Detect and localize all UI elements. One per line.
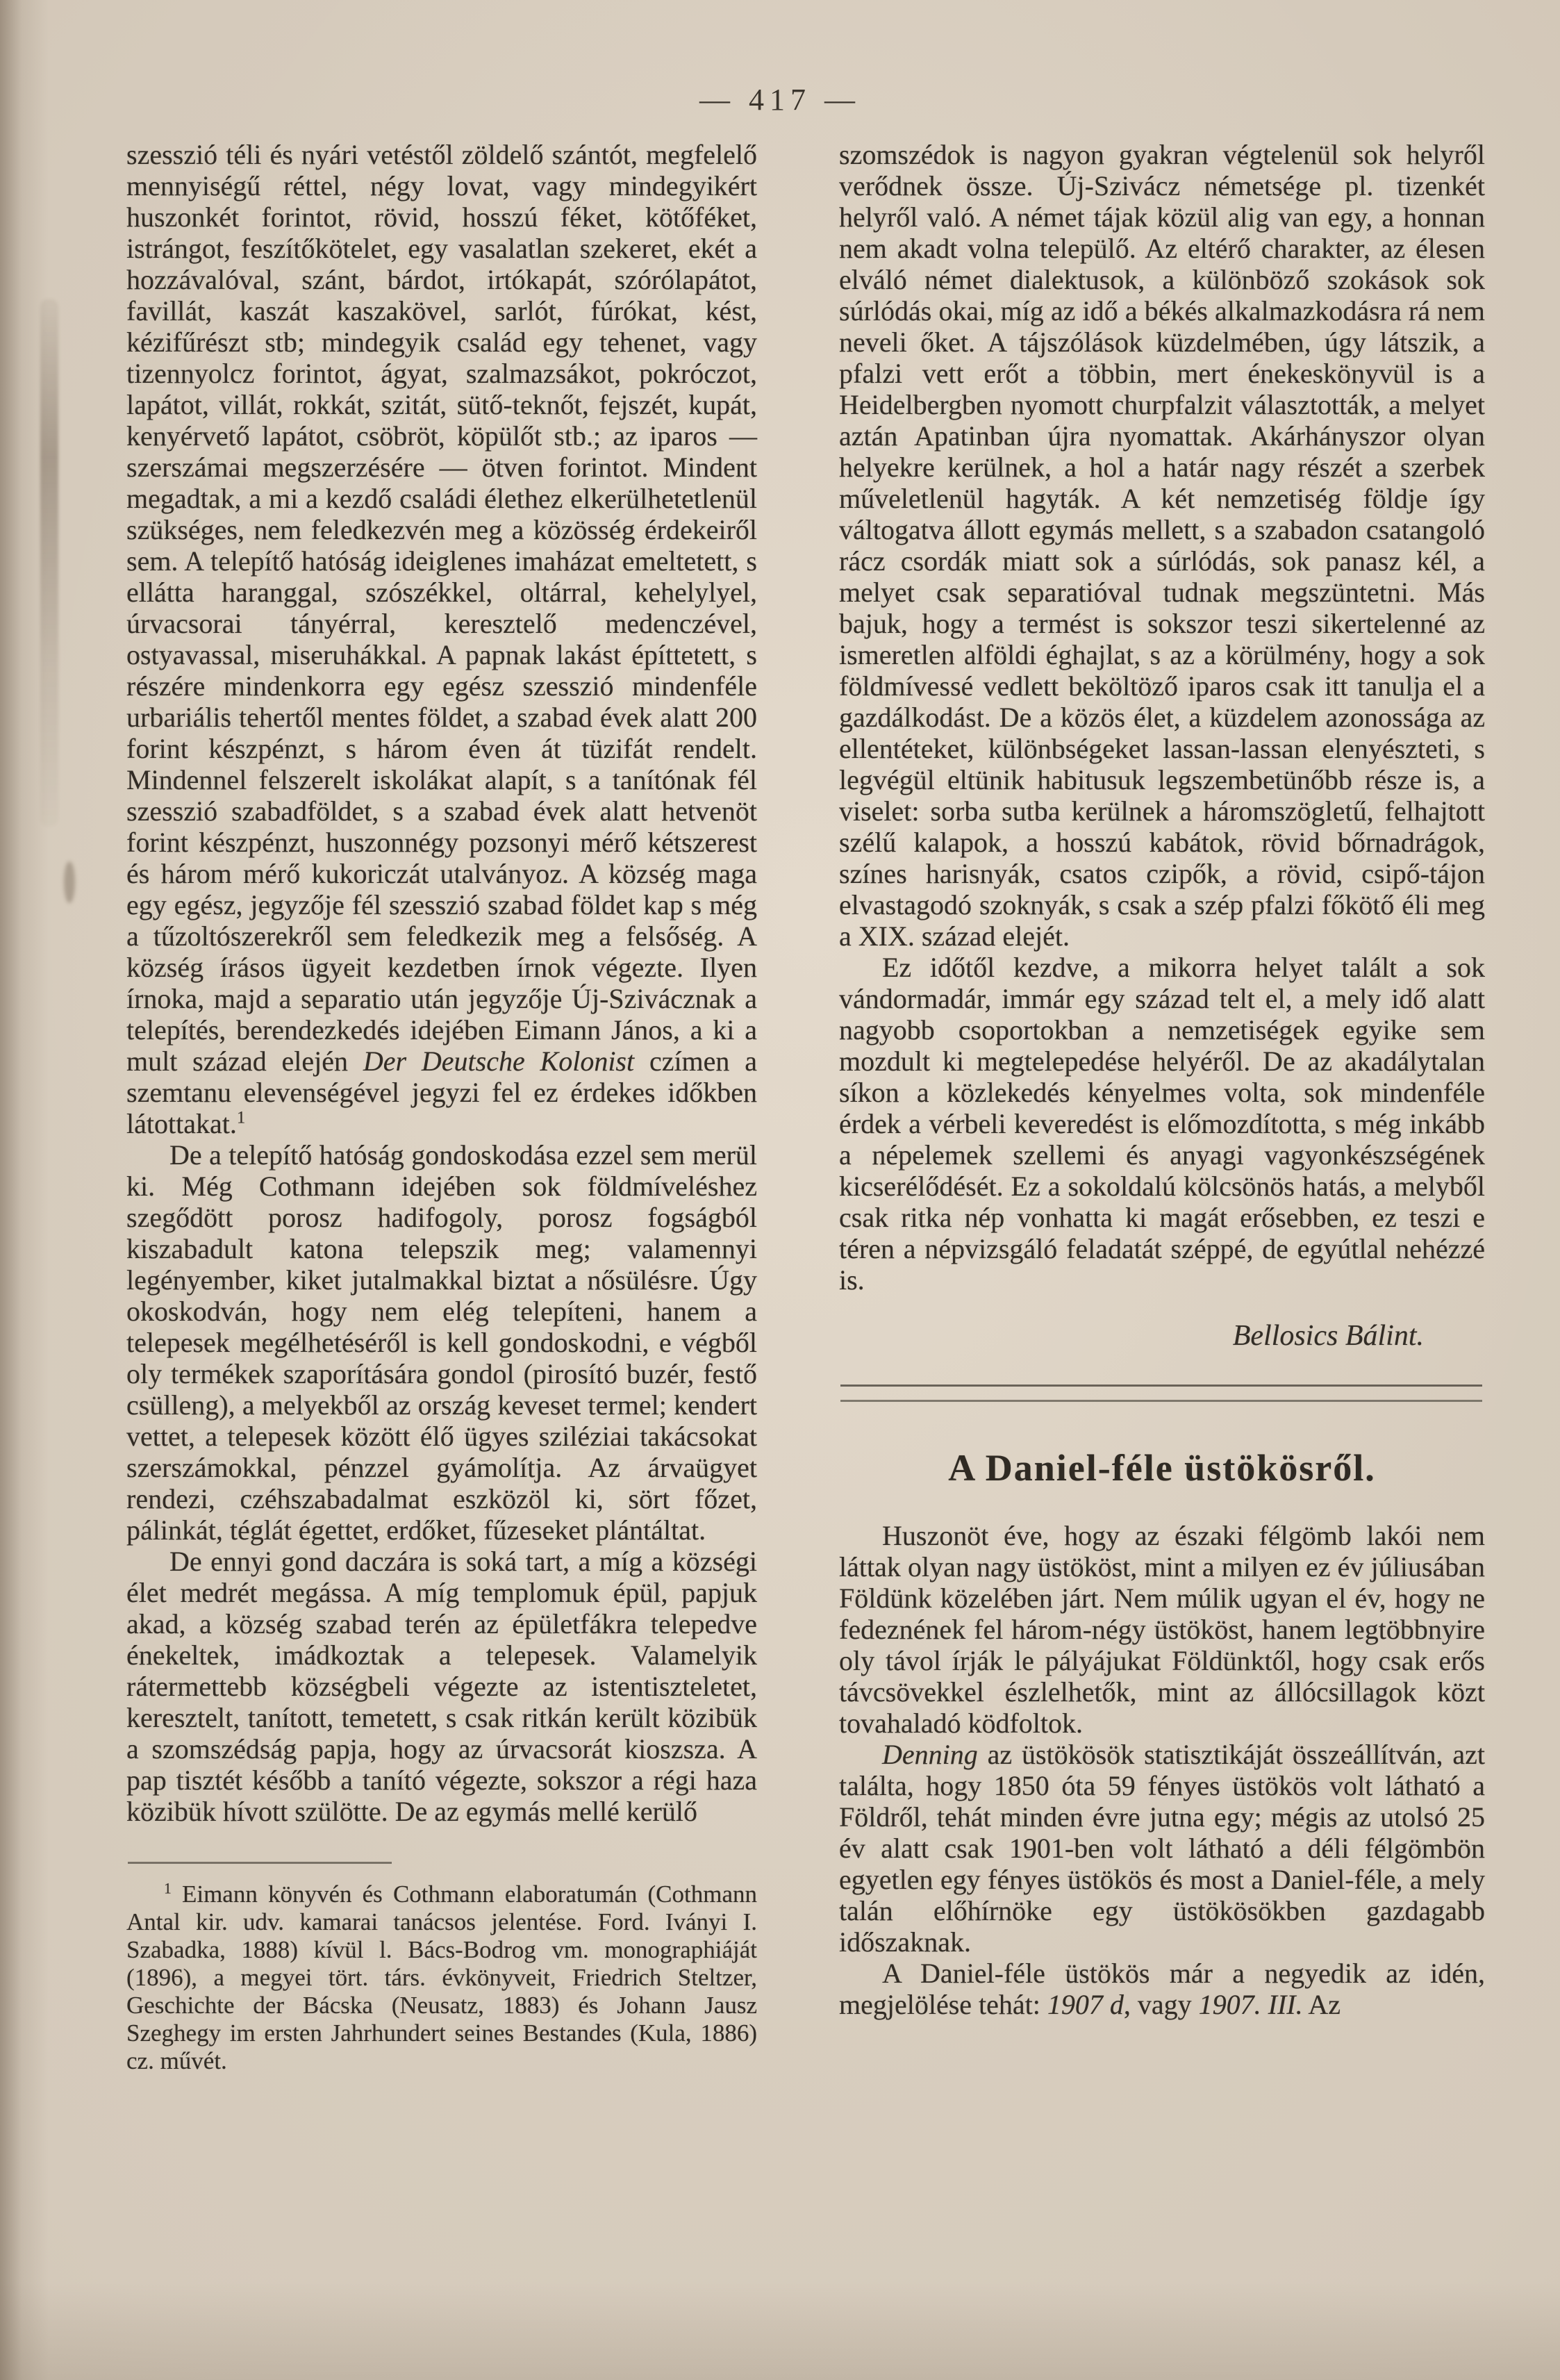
scan-artifact xyxy=(64,861,75,903)
footnote: $^1$ Eimann könyvén és Cothmann elaboratumán (Cothmann Antal kir. udv. kamarai tanácsos jelentése. Ford. Iványi I. Szabadka, 1888) kívül l. Bács-Bodrog vm. monographiáját (1896), a megyei tört. társ. évkönyveit, Friedrich Steltzer, Geschichte der Bácska (Neusatz, 1883) és Johann Jausz Szeghegy im ersten Jahrhundert seines Bestandes (Kula, 1886) cz. művét. xyxy=(126,1880,757,2074)
paragraph: szomszédok is nagyon gyakran végtelenül sok helyről verődnek össze. Új-Szivácz németsége pl. tizenkét helyről való. A német tájak közül alig van egy, a honnan nem akadt volna települő. Az eltérő charakter, az élesen elváló német dialektusok, a különböző szokások sok súrlódás okai, míg az idő a békés alkalmazkodásra rá nem neveli őket. A tájszólások küzdelmében, úgy látszik, a pfalzi vett erőt a többin, mert énekeskönyvül is a Heidelbergben nyomott churpfalzit választották, a melyet aztán Apatinban újra nyomattak. Akárhányszor olyan helyekre kerülnek, a hol a határ nagy részét a szerbek műveletlenül hagyták. A két nemzetiség földje így váltogatva állott egymás mellett, s a szabadon csatangoló rácz csordák miatt sok a súrlódás, sok panasz kél, a melyet csak separatióval tudnak megszüntetni. Más bajuk, hogy a termést is sokszor teszi sikertelenné az ismeretlen alföldi éghajlat, s az a körülmény, hogy a sok földmívessé vedlett beköltöző iparos csak itt tanulja el a gazdálkodást. De a közös élet, a küzdelem azonossága az ellentéteket, különbségeket lassan-lassan elenyészteti, s legvégül eltünik habitusuk legszembetünőbb része is, a viselet: sorba sutba kerülnek a háromszögletű, felhajtott szélű kalapok, a hosszú kabátok, rövid bőrnadrágok, színes harisnyák, csatos czipők, a rövid, csipő-tájon elvastagodó szoknyák, s csak a szép pfalzi főkötő éli meg a XIX. század elejét. xyxy=(839,139,1485,952)
paragraph: A Daniel-féle üstökös már a negyedik az idén, megjelölése tehát: 1907 d, vagy 1907. III. Az xyxy=(839,1958,1485,2020)
left-column xyxy=(126,139,757,2075)
footnote-separator xyxy=(128,1862,392,1864)
divider-rule xyxy=(840,1385,1482,1387)
author-signature: Bellosics Bálint. xyxy=(1232,1320,1424,1352)
paragraph: Ez időtől kezdve, a mikorra helyet talált a sok vándormadár, immár egy század telt el, a mely idő alatt nagyobb csoportokban a nemzetiségek egyike sem mozdult ki megtelepedése helyéről. De az akadálytalan síkon a közlekedés kényelmes volta, sok mindenféle érdek a vérbeli keveredést is előmozdította, s még inkább a népelemek szellemi és anyagi vagyonkészségének kicserélődését. Ez a sokoldalú kölcsönös hatás, a melyből csak ritka nép vonhatta ki magát erősebben, ez teszi e téren a népvizsgáló feladatát széppé, de egyútlal nehézzé is. xyxy=(839,952,1485,1296)
paragraph: De a telepítő hatóság gondoskodása ezzel sem merül ki. Még Cothmann idejében sok földmíveléshez szegődött porosz hadifogoly, porosz fogságból kiszabadult katona telepszik meg; valamennyi legényember, kiket jutalmakkal biztat a nősülésre. Úgy okoskodván, hogy nem elég telepíteni, hanem a telepesek megélhetéséről is kell gondoskodni, e végből oly termékek szaporítására gondol (pirosító buzér, festő csülleng), a melyekből az ország keveset termel; kendert vettet, a telepesek között élő ügyes sziléziai takácsokat szerszámokkal, pénzzel gyámolítja. Az árvaügyet rendezi, czéhszabadalmat eszközöl ki, sört főzet, pálinkát, téglát égettet, erdőket, fűzeseket plántáltat. xyxy=(126,1139,757,1546)
right-column xyxy=(839,139,1485,2020)
paragraph: Huszonöt éve, hogy az északi félgömb lakói nem láttak olyan nagy üstököst, mint a milyen ez év júliusában Földünk közelében járt. Nem múlik ugyan el év, hogy ne fedeznének fel három-négy üstököst, hanem legtöbbnyire oly távol írják le pályájukat Földünktől, hogy csak erős távcsövekkel észlelhetők, mint az állócsillagok közt tovahaladó ködfoltok. xyxy=(839,1520,1485,1739)
divider-rule xyxy=(840,1400,1482,1402)
paragraph: szesszió téli és nyári vetéstől zöldelő szántót, megfelelő mennyiségű réttel, négy lovat, vagy mindegyikért huszonkét forintot, rövid, hosszú féket, kötőféket, istrángot, feszítőkötelet, egy vasalatlan szekeret, ekét a hozzávalóval, szánt, bárdot, irtókapát, szórólapátot, favillát, kaszát kaszakövel, sarlót, fúrókat, kést, kézifűrészt stb; mindegyik család egy tehenet, vagy tizennyolcz forintot, ágyat, szalmazsákot, pokróczot, lapátot, villát, rokkát, szitát, sütő-teknőt, fejszét, kupát, kenyérvető lapátot, csöbröt, köpülőt stb.; az iparos — szerszámai megszerzésére — ötven forintot. Mindent megadtak, a mi a kezdő családi élethez elkerülhetetlenül szükséges, nem feledkezvén meg a közösség érdekeiről sem. A telepítő hatóság ideiglenes imaházat emeltetett, s ellátta haranggal, szószékkel, oltárral, kehelylyel, úrvacsorai tányérral, keresztelő medenczével, ostyavassal, miseruhákkal. A papnak lakást építtetett, s részére mindenkorra egy egész szesszió mindenféle urbariális tehertől mentes földet, a szabad évek alatt 200 forint készpénzt, s három éven át tüzifát rendelt. Mindennel felszerelt iskolákat alapít, s a tanítónak fél szesszió szabadföldet, s a szabad évek alatt hetvenöt forint készpénzt, huszonnégy pozsonyi mérő kétszerest és három mérő kukoriczát utalványoz. A község maga egy egész, jegyzője fél szesszió szabad földet kap s még a tűzoltószerekről sem feledkezik meg a felsőség. A község írásos ügyeit kezdetben írnok végezte. Ilyen írnoka, majd a separatio után jegyzője Új-Szivácznak a telepítés, berendezkedés idejében Eimann János, a ki a mult század elején Der Deutsche Kolonist czímen a szemtanu elevenségével jegyzi fel ez érdekes időkben látottakat.$^1$ xyxy=(126,139,757,1139)
page-number: — 417 — xyxy=(699,83,861,117)
paragraph: De ennyi gond daczára is soká tart, a míg a községi élet medrét megássa. A míg templomuk épül, papjuk akad, a község szabad terén az épületfákra telepedve énekeltek, imádkoztak a telepesek. Valamelyik rátermettebb községbeli végezte az istentiszteletet, keresztelt, tanított, temetett, s csak ritkán került közibük a szomszédság papja, hogy az úrvacsorát kioszsza. A pap tisztét később a tanító végezte, sokszor a régi haza közibük hívott szülötte. De az egymás mellé kerülő xyxy=(126,1546,757,1827)
article-title: A Daniel-féle üstökösről. xyxy=(948,1447,1376,1489)
paragraph: Denning az üstökösök statisztikáját összeállítván, azt találta, hogy 1850 óta 59 fényes üstökös volt látható a Földről, tehát minden évre jutna egy; mégis az utolsó 25 év alatt csak 1901-ben volt látható a déli félgömbön egyetlen egy fényes üstökös és most a Daniel-féle, a mely talán előhírnöke egy üstökösökben gazdagabb időszaknak. xyxy=(839,1739,1485,1958)
scan-artifact xyxy=(40,299,58,827)
section-divider xyxy=(840,1385,1482,1402)
